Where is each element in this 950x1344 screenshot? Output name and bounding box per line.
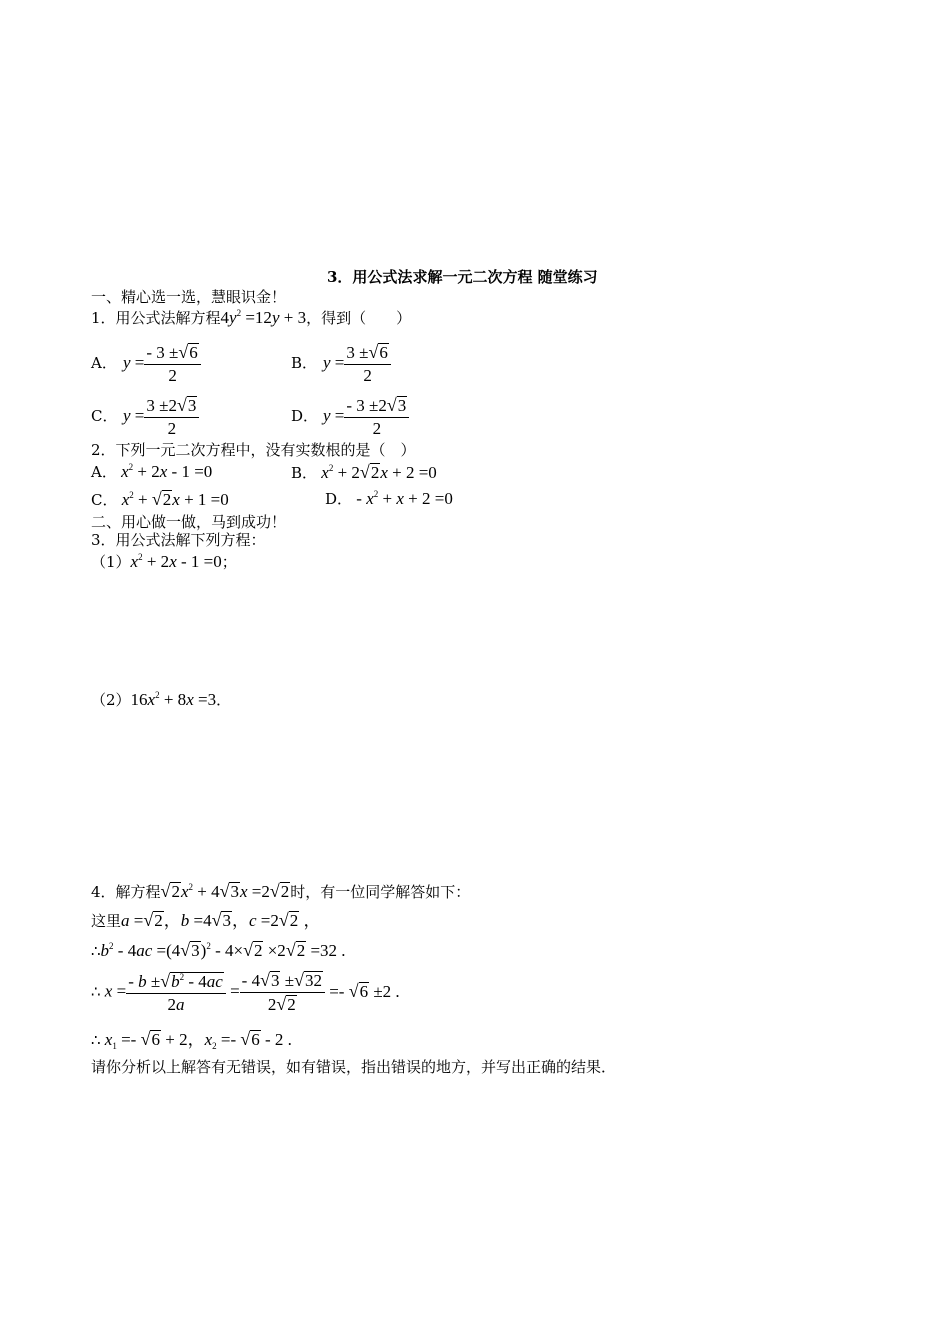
option-label: C． — [91, 491, 118, 509]
q3-part-1: $(1)x^2 + 2x - 1 =0$； — [91, 552, 237, 571]
option-label: C． — [91, 407, 118, 425]
question-3: 3．用公式法解下列方程： — [91, 531, 266, 549]
q1-option-b: B． y = $\frac{3 \pm√6}{2}$ — [291, 341, 391, 387]
section-heading-solve: 二、用心做一做，马到成功！ — [91, 513, 287, 531]
here-label: 这里 — [91, 912, 122, 930]
option-label: A． — [91, 463, 117, 481]
section-heading-choice: 一、精心选一选，慧眼识金！ — [91, 288, 287, 306]
q2-option-c: C． $x^2 + √2x + 1 =0$ — [91, 489, 229, 509]
therefore-symbol: ∴ — [91, 1031, 101, 1049]
q4-line-formula: ∴ x = $\frac{- b \pm√b^2 - 4ac}{2a}$ = $\frac{- 4√3 \pm√32}{2√2}$ =- √6 ±2 . — [91, 970, 400, 1014]
q2-option-a: A． $x^2 + 2x - 1 =0$ — [91, 462, 213, 481]
question-2: 2．下列一元二次方程中，没有实数根的是（ ） — [91, 441, 416, 459]
option-label: A． — [91, 354, 117, 372]
q2-option-d: D． - $x^2 + x + 2 =0$ — [325, 489, 453, 508]
therefore-symbol: ∴ — [91, 942, 101, 960]
page-title: 3．用公式法求解一元二次方程 随堂练习 — [327, 268, 598, 286]
q4-line-discriminant: $\therefore b^2 - 4ac =(4√3)^2 - 4\times√2 \times 2√2 =32$ . — [91, 940, 346, 960]
q4-instruction: 请你分析以上解答有无错误，如有错误，指出错误的地方，并写出正确的结果． — [91, 1058, 617, 1076]
question-4-prefix: 4．解方程 — [91, 883, 161, 901]
option-label: B． — [291, 464, 318, 482]
part-label: （1） — [91, 553, 131, 571]
therefore-symbol: ∴ — [91, 982, 101, 1001]
question-4: 4．解方程$√2x^2 + 4√3x =2√2$时，有一位同学解答如下： — [91, 881, 471, 901]
part-end: ； — [221, 553, 237, 571]
question-4-suffix: 时，有一位同学解答如下： — [290, 883, 471, 901]
q1-option-a: A． y = $\frac{- 3 \pm√6}{2}$ — [91, 341, 201, 387]
q4-line-coefficients: 这里a =√2，b =4√3，c =2√2 ， — [91, 910, 321, 930]
q1-option-d: D． y = $\frac{- 3 \pm 2√3}{2}$ — [291, 394, 409, 440]
q3-part-2: $(2)16x^2 + 8x =3$． — [91, 690, 232, 709]
q1-option-c: C． y = $\frac{3 \pm 2√3}{2}$ — [91, 394, 199, 440]
q4-line-roots: ∴ $x_1 =- √6 + 2$，$x_2 =- √6 - 2$ . — [91, 1029, 292, 1051]
question-1-equation: $4y^2 =12y + 3$ — [220, 308, 307, 327]
part-end: ． — [216, 691, 232, 709]
option-label: B． — [291, 354, 318, 372]
q2-option-b: B． $x^2 + 2√2x + 2 =0$ — [291, 462, 437, 482]
option-label: D． — [291, 407, 319, 425]
question-1-prefix: 1．用公式法解方程 — [91, 309, 221, 327]
option-label: D． — [325, 490, 353, 508]
part-label: （2） — [91, 691, 131, 709]
question-1 — [91, 309, 411, 327]
question-1-suffix: ，得到（ ） — [306, 309, 412, 327]
